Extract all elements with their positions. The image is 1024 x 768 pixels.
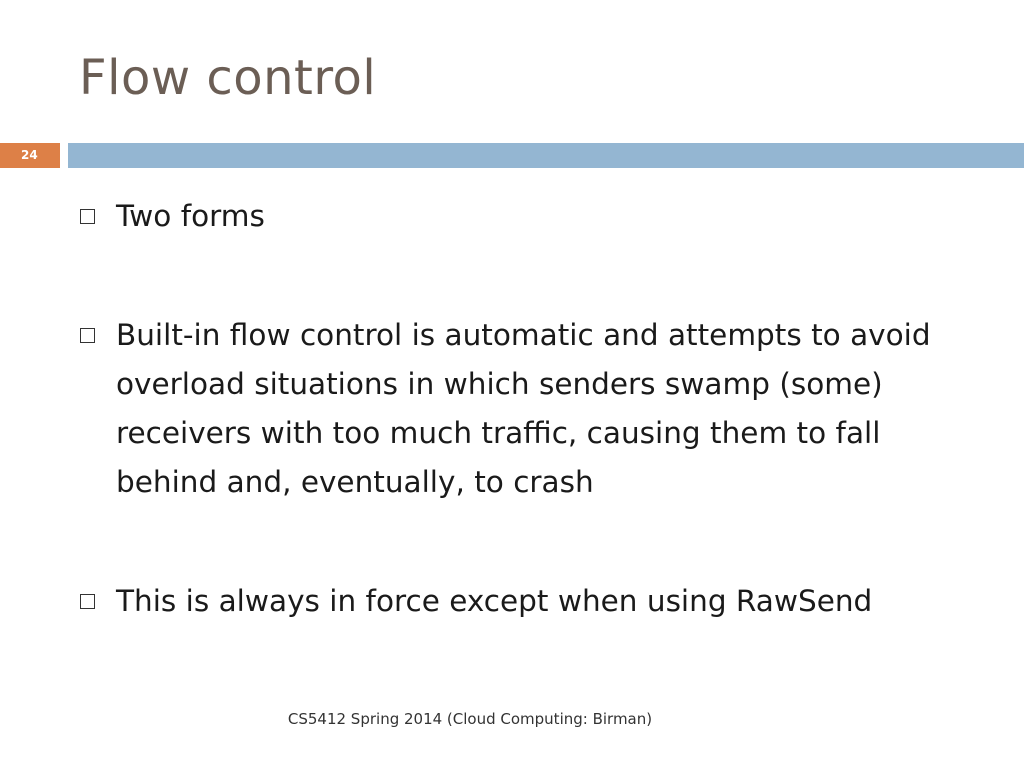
bullet-item	[80, 311, 970, 507]
square-bullet-icon	[80, 328, 95, 343]
slide-title: Flow control	[79, 50, 377, 106]
bullet-list	[80, 192, 970, 626]
bullet-text: Two forms	[116, 199, 265, 233]
header-rule-bar	[68, 143, 1024, 168]
bullet-item	[80, 577, 970, 626]
slide-number-badge: 24	[0, 143, 60, 168]
bullet-item	[80, 192, 970, 241]
slide-footer: CS5412 Spring 2014 (Cloud Computing: Birman)	[287, 710, 653, 728]
square-bullet-icon	[80, 594, 95, 609]
bullet-text: Built-in flow control is automatic and attempts to avoid overload situations in which senders swamp (some) receivers with too much traffic, causing them to fall behind and, eventually, to crash	[116, 318, 931, 499]
square-bullet-icon	[80, 209, 95, 224]
bullet-text: This is always in force except when using RawSend	[116, 584, 873, 618]
